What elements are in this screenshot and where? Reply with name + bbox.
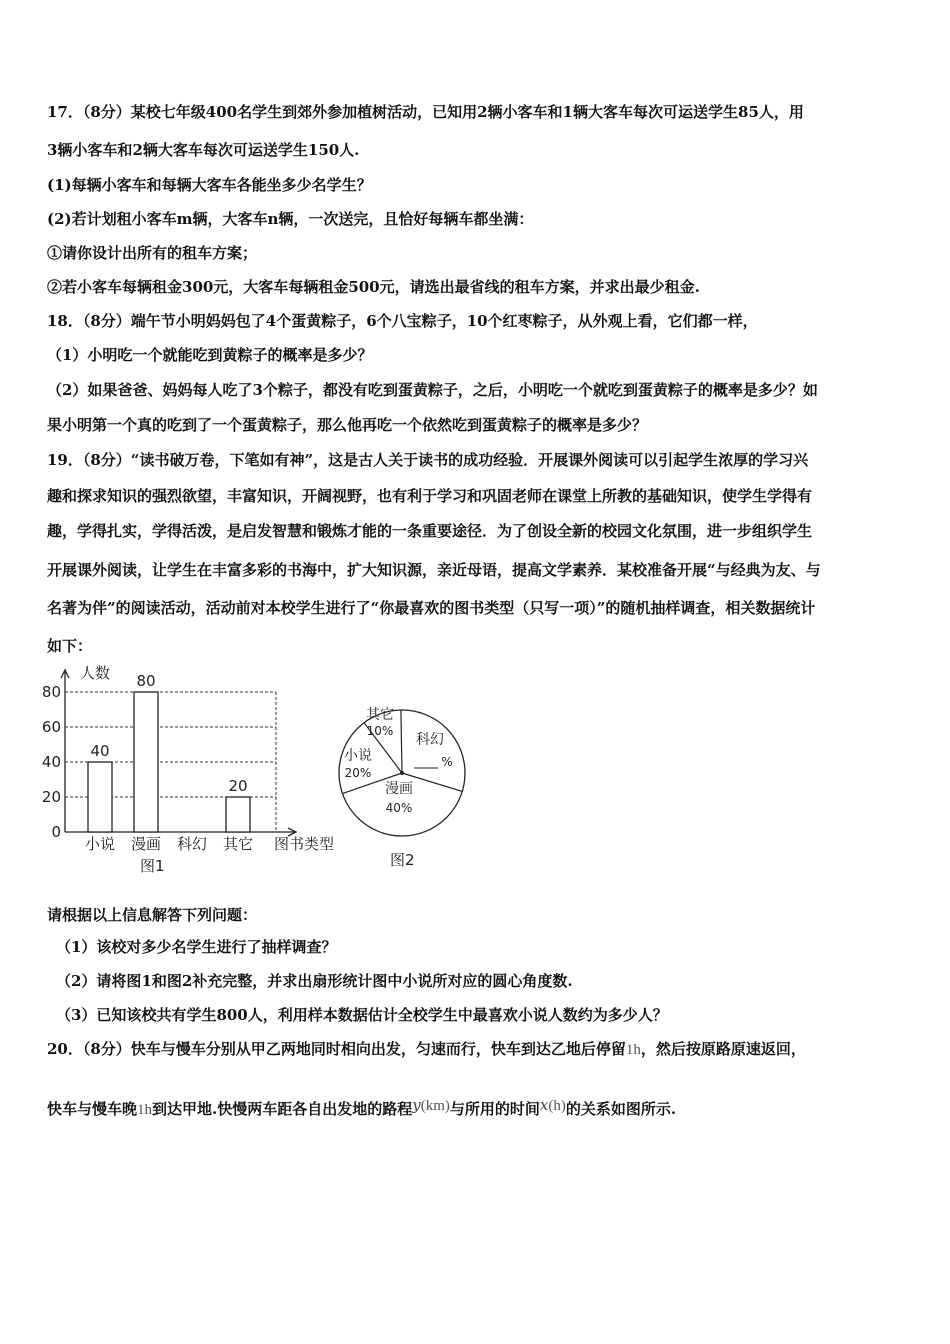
q20-unit-km: (km)	[420, 1098, 450, 1114]
bar-category-label: 小说	[84, 835, 116, 853]
pie-center	[400, 771, 404, 775]
bar-category-label: 科幻	[176, 835, 208, 853]
q20-var-x: x	[539, 1096, 549, 1114]
pie-chart-figure-2	[330, 700, 480, 875]
pie-slice-label: 其它	[366, 707, 394, 723]
bar-chart-y-axis-label: 人数	[80, 664, 111, 682]
bar-value-label: 80	[136, 672, 156, 690]
q20-line-2-text-b: 到达甲地.快慢两车距各自出发地的路程	[152, 1100, 413, 1118]
pie-chart-caption: 图2	[390, 851, 415, 869]
bar-category-label: 其它	[222, 835, 254, 853]
q19-subq-2: （2）请将图1和图2补充完整，并求出扇形统计图中小说所对应的圆心角度数.	[56, 972, 573, 990]
bar-chart-x-axis-label: 图书类型	[274, 835, 335, 853]
q17-subq-1: (1)每辆小客车和每辆大客车各能坐多少名学生？	[47, 176, 372, 194]
bar-chart-y-tick-label: 60	[41, 718, 61, 736]
q17-line-1: 17．（8分）某校七年级400名学生到郊外参加植树活动，已知用2辆小客车和1辆大客车每次可运送学生85人，用	[47, 103, 804, 121]
q20-line-1-text-a: 20．（8分）快车与慢车分别从甲乙两地同时相向出发，匀速而行，快车到达乙地后停留	[47, 1040, 626, 1058]
bar-3	[226, 797, 250, 832]
q19-prompt: 请根据以上信息解答下列问题：	[47, 906, 258, 924]
bar-chart-figure-1	[40, 660, 350, 875]
q19-line-1: 19．（8分）“读书破万卷，下笔如有神”，这是古人关于读书的成功经验．开展课外阅读可以引起学生浓厚的学习兴	[47, 451, 809, 469]
q18-subq-2: （2）如果爸爸、妈妈每人吃了3个粽子，都没有吃到蛋黄粽子，之后，小明吃一个就吃到蛋黄粽子的概率是多少？如	[47, 381, 818, 399]
pie-slice-label: 漫画	[385, 781, 413, 797]
q19-line-5: 名著为伴”的阅读活动，活动前对本校学生进行了“你最喜欢的图书类型（只写一项）”的随机抽样调查，相关数据统计	[47, 599, 816, 617]
q17-subq-2-part-1: ①请你设计出所有的租车方案；	[47, 244, 258, 262]
bar-chart-y-tick-label: 20	[41, 788, 61, 806]
bar-chart-y-tick-label: 0	[51, 823, 61, 841]
q18-subq-1: （1）小明吃一个就能吃到黄粽子的概率是多少？	[47, 346, 373, 364]
q20-line-2-text-c: 与所用的时间	[449, 1100, 540, 1118]
bar-value-label: 20	[228, 777, 248, 795]
q17-line-2: 3辆小客车和2辆大客车每次可运送学生150人.	[47, 141, 360, 159]
q19-line-3: 趣，学得扎实，学得活泼，是启发智慧和锻炼才能的一条重要途径．为了创设全新的校园文化氛围，进一步组织学生	[47, 522, 813, 540]
q20-line-1	[47, 1039, 806, 1060]
q20-line-2	[47, 1096, 677, 1120]
q19-line-4: 开展课外阅读，让学生在丰富多彩的书海中，扩大知识源，亲近母语，提高文学素养．某校准备开展“与经典为友、与	[47, 561, 821, 579]
q20-unit-h: (h)	[548, 1098, 566, 1114]
pie-slice-percent: 40%	[385, 801, 413, 815]
q20-line-1-duration: 1h	[625, 1042, 641, 1058]
q20-line-2-duration: 1h	[137, 1102, 153, 1118]
q18-line-1: 18．（8分）端午节小明妈妈包了4个蛋黄粽子，6个八宝粽子，10个红枣粽子，从外观上看，它们都一样，	[47, 312, 758, 330]
q20-line-2-text-d: 的关系如图所示.	[565, 1100, 677, 1118]
q17-subq-2: (2)若计划租小客车m辆，大客车n辆，一次送完，且恰好每辆车都坐满：	[47, 210, 534, 228]
q20-line-2-text-a: 快车与慢车晚	[47, 1100, 138, 1118]
q19-subq-3: （3）已知该校共有学生800人，利用样本数据估计全校学生中最喜欢小说人数约为多少人？	[56, 1006, 668, 1024]
q19-line-6: 如下：	[47, 637, 93, 655]
q20-line-1-text-b: ，然后按原路原速返回，	[640, 1040, 806, 1058]
pie-slice-label: 小说	[344, 748, 372, 764]
q19-subq-1: （1）该校对多少名学生进行了抽样调查？	[56, 938, 337, 956]
q17-subq-2-part-2: ②若小客车每辆租金300元，大客车每辆租金500元，请选出最省线的租车方案，并求出最少租金.	[47, 278, 700, 296]
q18-subq-2-cont: 果小明第一个真的吃到了一个蛋黄粽子，那么他再吃一个依然吃到蛋黄粽子的概率是多少？	[47, 416, 648, 434]
pie-slice-percent: 10%	[366, 724, 394, 738]
bar-1	[134, 692, 158, 832]
q19-line-2: 趣和探求知识的强烈欲望，丰富知识，开阔视野，也有利于学习和巩固老师在课堂上所教的基础知识，使学生学得有	[47, 487, 813, 505]
bar-value-label: 40	[90, 742, 110, 760]
bar-0	[88, 762, 112, 832]
bar-chart-caption: 图1	[140, 857, 165, 875]
bar-category-label: 漫画	[130, 835, 162, 853]
q20-var-y: y	[412, 1096, 421, 1114]
pie-slice-percent: %	[441, 755, 453, 769]
bar-chart-y-tick-label: 80	[41, 683, 61, 701]
bar-chart-y-tick-label: 40	[41, 753, 61, 771]
pie-slice-percent: 20%	[344, 766, 372, 780]
pie-slice-label: 科幻	[416, 732, 444, 748]
